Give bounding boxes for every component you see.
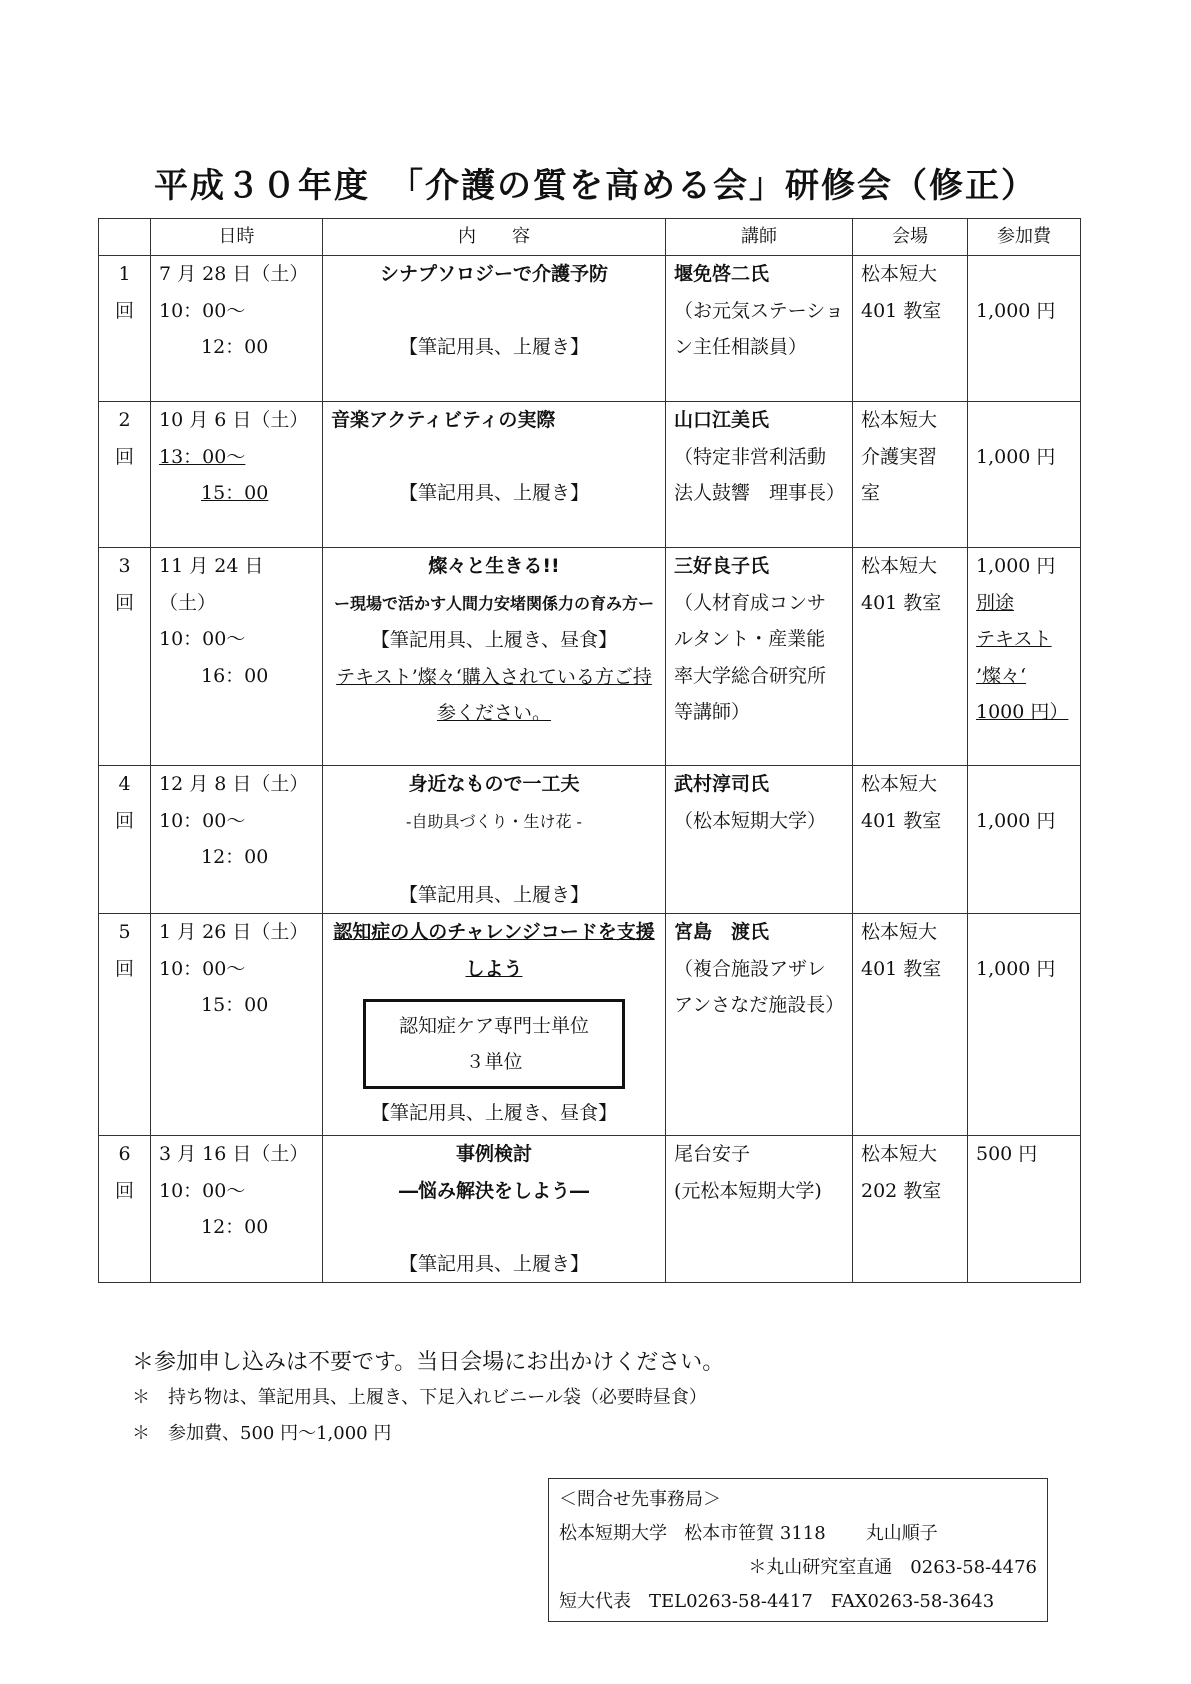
session-items: 【筆記用具、上履き】 [398, 336, 589, 358]
session-lecturer: 武村淳司氏 （松本短期大学） [666, 766, 853, 914]
session-topic: 音楽アクティビティの実際 [331, 409, 556, 431]
table-row [99, 766, 1081, 914]
session-fee: 500 円 [968, 1136, 1081, 1283]
session-fee: 1,000 円 [968, 914, 1081, 1136]
session-content [323, 1136, 666, 1283]
session-fee: 1,000 円 [968, 256, 1081, 402]
session-datetime: 12 月 8 日（土） 10：00～ 12：00 [151, 766, 323, 914]
session-datetime: 7 月 28 日（土） 10：00～ 12：00 [151, 256, 323, 402]
session-lecturer: 三好良子氏 （人材育成コンサルタント・産業能率大学総合研究所等講師） [666, 548, 853, 766]
session-topic: 認知症の人のチャレンジコードを支援しよう [333, 921, 655, 980]
session-content [323, 548, 666, 766]
session-topic: 事例検討 [455, 1143, 532, 1165]
session-venue: 松本短大 401 教室 [853, 914, 968, 1136]
session-lecturer: 宮島 渡氏 （複合施設アザレアンさなだ施設長） [666, 914, 853, 1136]
header-content: 内 容 [323, 219, 666, 256]
session-venue: 松本短大 202 教室 [853, 1136, 968, 1283]
session-lecturer: 尾台安子 (元松本短期大学) [666, 1136, 853, 1283]
session-number: 4 回 [99, 766, 151, 914]
contact-direct-line: ＊丸山研究室直通 0263-58-4476 [748, 1557, 1037, 1578]
session-fee: 1,000 円 [968, 766, 1081, 914]
session-venue: 松本短大 介護実習 室 [853, 402, 968, 548]
page-title: 平成３０年度 「介護の質を高める会」研修会（修正） [154, 166, 1037, 206]
session-content [323, 256, 666, 402]
session-datetime: 1 月 26 日（土） 10：00～ 15：00 [151, 914, 323, 1136]
contact-main-line: 短大代表 TEL0263-58-4417 FAX0263-58-3643 [559, 1591, 995, 1612]
header-number [99, 219, 151, 256]
header-lecturer: 講師 [666, 219, 853, 256]
session-venue: 松本短大 401 教室 [853, 256, 968, 402]
session-extra-note: テキスト’燦々‘購入されている方ご持参ください。 [336, 665, 652, 724]
session-topic: 燦々と生きる!! [428, 555, 560, 577]
session-topic: 身近なもので一工夫 [408, 773, 580, 795]
session-content [323, 402, 666, 548]
session-items: 【筆記用具、上履き】 [398, 1252, 589, 1275]
session-fee: 1,000 円 [968, 402, 1081, 548]
session-datetime: 11 月 24 日（土） 10：00～ 16：00 [151, 548, 323, 766]
contact-address-line: 松本短期大学 松本市笹賀 3118 丸山順子 [559, 1523, 938, 1544]
session-content [323, 766, 666, 914]
table-header-row [99, 219, 1081, 256]
session-items: 【筆記用具、上履き、昼食】 [370, 1102, 618, 1124]
session-lecturer: 堰免啓二氏 （お元気ステーション主任相談員） [666, 256, 853, 402]
session-number: 6 回 [99, 1136, 151, 1283]
session-subtopic: ー現場で活かす人間力安堵関係力の育み方ー [333, 593, 654, 613]
session-items: 【筆記用具、上履き】 [398, 883, 589, 906]
notes-main: ＊参加申し込みは不要です。当日会場にお出かけください。 [132, 1350, 725, 1375]
session-content [323, 914, 666, 1136]
table-row [99, 914, 1081, 1136]
session-subtopic: ―悩み解決をしよう― [398, 1179, 589, 1202]
header-datetime: 日時 [151, 219, 323, 256]
session-fee: 1,000 円 別途 テキスト ’燦々‘ 1000 円） [968, 548, 1081, 766]
session-number: 3 回 [99, 548, 151, 766]
session-venue: 松本短大 401 教室 [853, 766, 968, 914]
table-row [99, 256, 1081, 402]
session-topic: シナプソロジーで介護予防 [379, 263, 608, 285]
session-datetime: 10 月 6 日（土） 13：00～ 15：00 [151, 402, 323, 548]
note-item: ＊ 持ち物は、筆記用具、上履き、下足入れビニール袋（必要時昼食） [132, 1387, 707, 1408]
session-number: 2 回 [99, 402, 151, 548]
contact-heading: ＜問合せ先事務局＞ [559, 1489, 721, 1510]
session-items: 【筆記用具、上履き】 [398, 482, 589, 504]
session-number: 5 回 [99, 914, 151, 1136]
session-venue: 松本短大 401 教室 [853, 548, 968, 766]
schedule-table [98, 218, 1081, 1283]
notes-section [132, 1346, 724, 1452]
session-items: 【筆記用具、上履き、昼食】 [370, 629, 618, 651]
header-fee: 参加費 [968, 219, 1081, 256]
session-number: 1 回 [99, 256, 151, 402]
contact-box [548, 1478, 1048, 1622]
note-item: ＊ 参加費、500 円～1,000 円 [132, 1423, 392, 1444]
table-row [99, 548, 1081, 766]
table-row [99, 402, 1081, 548]
session-subtopic: -自助具づくり・生け花 - [406, 811, 582, 831]
session-lecturer: 山口江美氏 （特定非営利活動法人鼓響 理事長） [666, 402, 853, 548]
session-datetime: 3 月 16 日（土） 10：00～ 12：00 [151, 1136, 323, 1283]
certification-box: 認知症ケア専門士単位 ３単位 [363, 999, 625, 1089]
table-row [99, 1136, 1081, 1283]
header-venue: 会場 [853, 219, 968, 256]
